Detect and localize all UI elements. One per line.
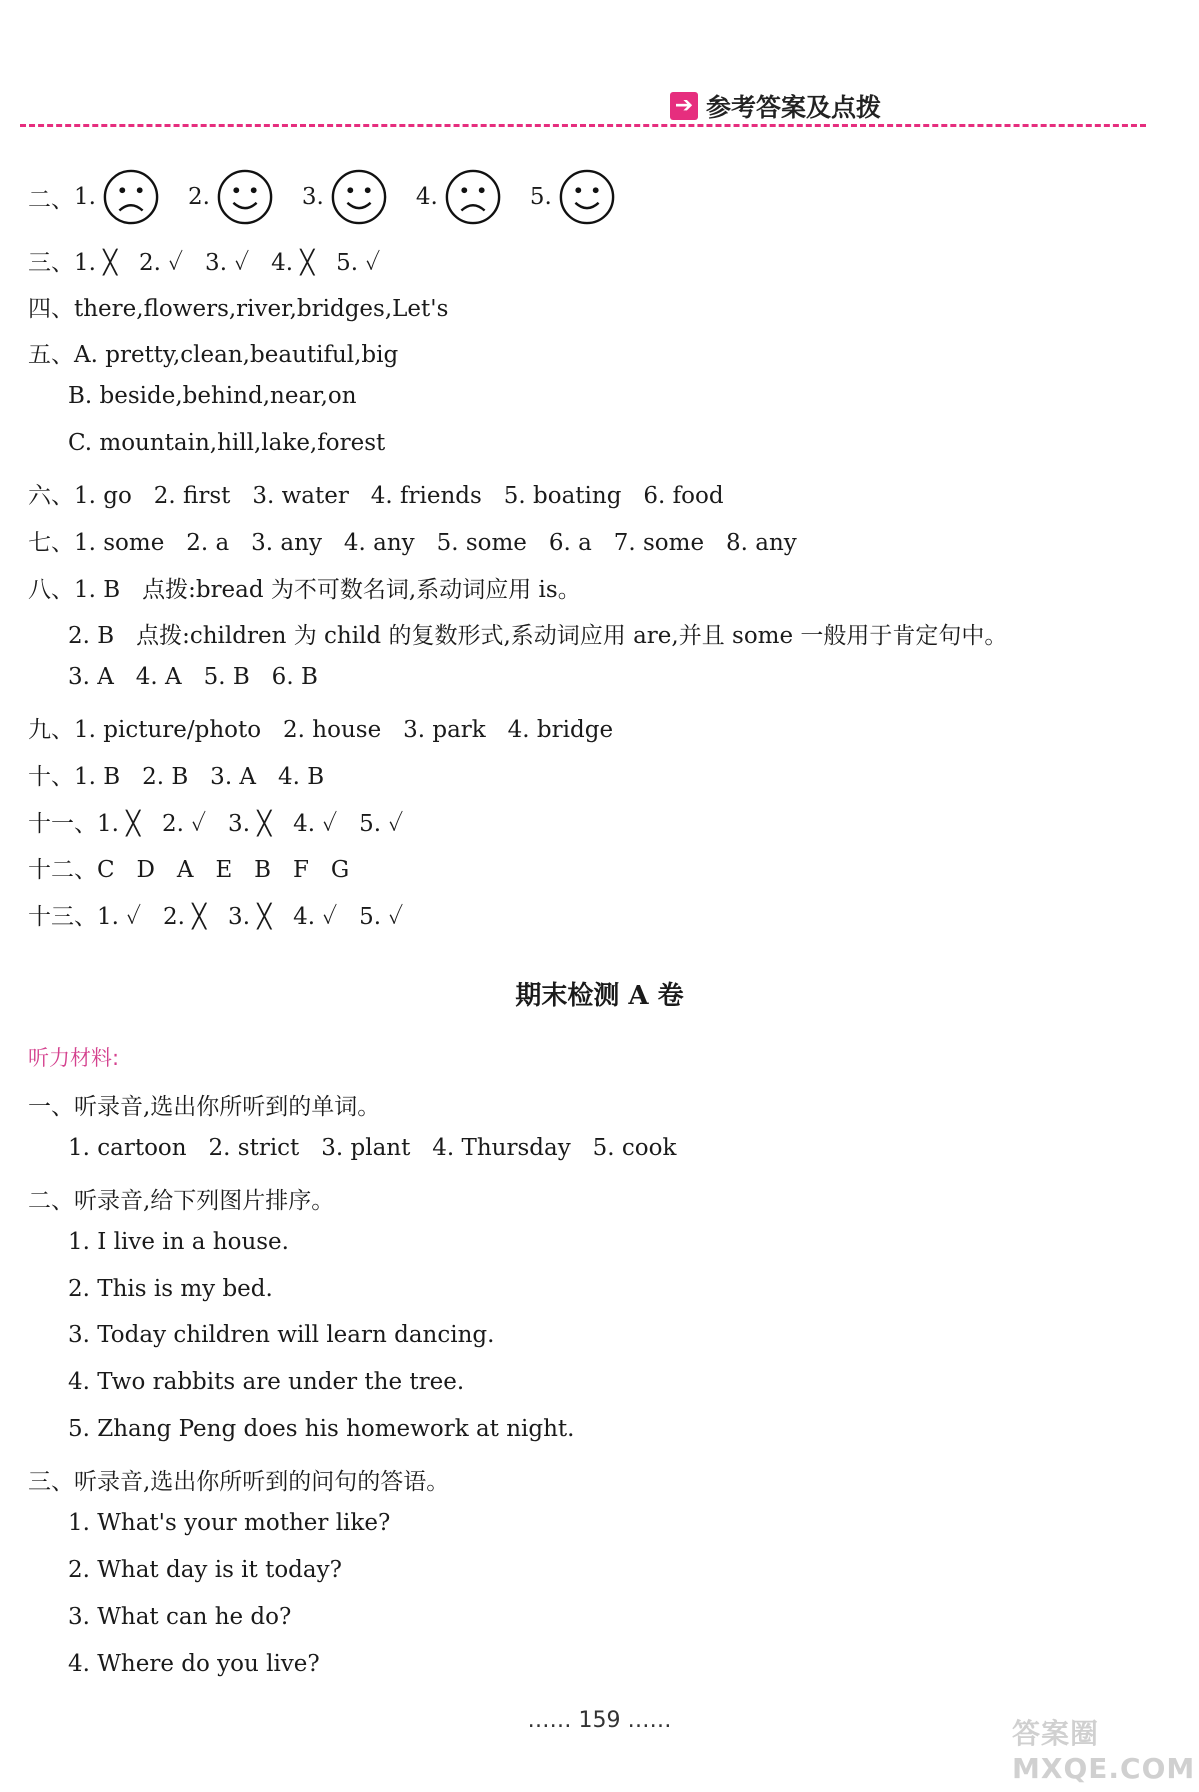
sad-face-icon (102, 168, 160, 226)
listening-line: 4. Two rabbits are under the tree. (68, 1369, 465, 1395)
answer-line: 十一、1. ╳ 2. ✓ 3. ╳ 4. ✓ 5. ✓ (28, 811, 404, 837)
answer-line: 五、A. pretty,clean,beautiful,big (28, 342, 399, 368)
answer-line: 3. A 4. A 5. B 6. B (68, 664, 318, 690)
listening-line: 4. Where do you live? (68, 1651, 320, 1677)
listening-line: 1. I live in a house. (68, 1229, 289, 1255)
item-number: 5. (529, 184, 552, 210)
listening-line: 二、听录音,给下列图片排序。 (28, 1188, 335, 1214)
answer-line: 六、1. go 2. first 3. water 4. friends 5. boating 6. food (28, 483, 724, 509)
answer-line: 三、1. ╳ 2. ✓ 3. ✓ 4. ╳ 5. ✓ (28, 250, 381, 276)
answer-line: 七、1. some 2. a 3. any 4. any 5. some 6. a 7. some 8. any (28, 530, 797, 556)
happy-face-icon (558, 168, 616, 226)
answer-line: B. beside,behind,near,on (68, 383, 357, 409)
answer-line: C. mountain,hill,lake,forest (68, 430, 386, 456)
listening-line: 1. What's your mother like? (68, 1510, 391, 1536)
answer-line: 十二、C D A E B F G (28, 857, 350, 883)
listening-line: 2. This is my bed. (68, 1276, 273, 1302)
item-number: 1. (74, 184, 96, 210)
header-divider (20, 124, 1146, 127)
answer-line: 八、1. B 点拨:bread 为不可数名词,系动词应用 is。 (28, 577, 581, 603)
listening-line: 一、听录音,选出你所听到的单词。 (28, 1094, 381, 1120)
happy-face-icon (216, 168, 274, 226)
answer-line: 2. B 点拨:children 为 child 的复数形式,系动词应用 are,并且 some 一般用于肯定句中。 (68, 623, 1008, 649)
listening-line: 3. What can he do? (68, 1604, 292, 1630)
item-number: 3. (301, 184, 324, 210)
question-number: 二、 (28, 186, 74, 213)
item-number: 4. (415, 184, 438, 210)
answer-line: 四、there,flowers,river,bridges,Let's (28, 296, 449, 322)
arrow-right-icon: ➔ (670, 92, 698, 120)
page-number: …… 159 …… (527, 1708, 672, 1733)
page-header (670, 88, 881, 124)
listening-line: 3. Today children will learn dancing. (68, 1322, 495, 1348)
listening-label: 听力材料: (28, 1046, 120, 1070)
answer-line: 十、1. B 2. B 3. A 4. B (28, 764, 325, 790)
section-title: 期末检测 A 卷 (515, 981, 684, 1011)
header-title: 参考答案及点拨 (706, 93, 882, 122)
smiley-answer-row (28, 168, 644, 226)
listening-line: 2. What day is it today? (68, 1557, 342, 1583)
answer-line: 十三、1. ✓ 2. ╳ 3. ╳ 4. ✓ 5. ✓ (28, 904, 404, 930)
sad-face-icon (444, 168, 502, 226)
answer-line: 九、1. picture/photo 2. house 3. park 4. bridge (28, 717, 614, 743)
happy-face-icon (330, 168, 388, 226)
listening-line: 1. cartoon 2. strict 3. plant 4. Thursday 5. cook (68, 1135, 677, 1161)
listening-line: 5. Zhang Peng does his homework at night. (68, 1416, 575, 1442)
watermark: 答案圈 MXQE.COM (1012, 1717, 1196, 1785)
listening-line: 三、听录音,选出你所听到的问句的答语。 (28, 1469, 450, 1495)
item-number: 2. (187, 184, 210, 210)
